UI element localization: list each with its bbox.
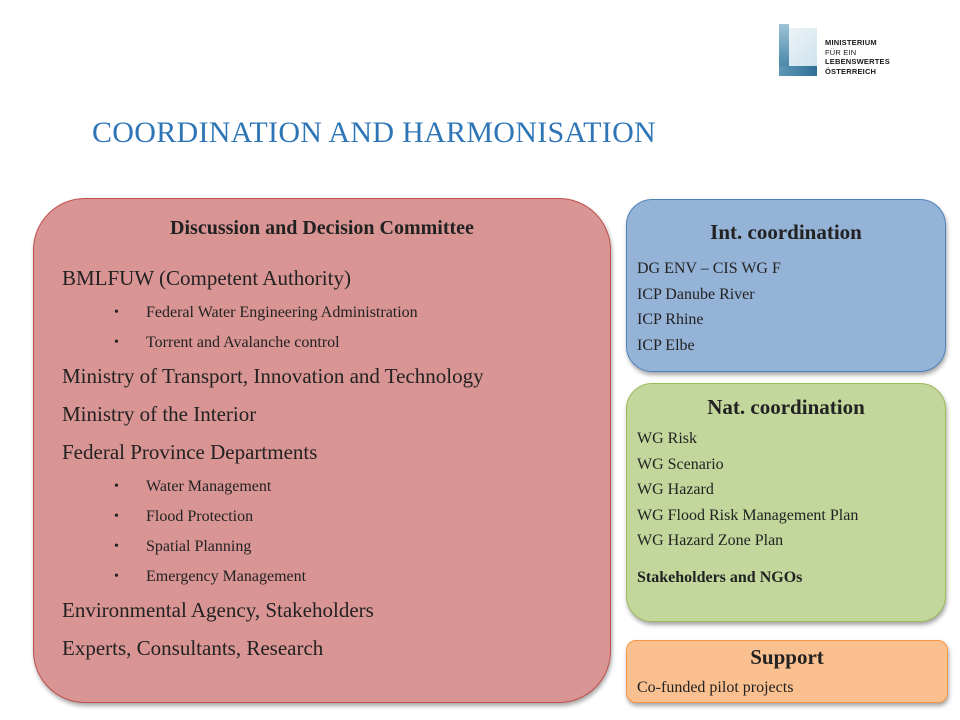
committee-item-text: Ministry of the Interior (62, 402, 257, 426)
committee-item-text: Water Management (146, 478, 272, 495)
committee-box (33, 198, 611, 703)
committee-sub-item (62, 535, 484, 565)
committee-item-text: Federal Province Departments (62, 440, 318, 464)
committee-heading: Discussion and Decision Committee (170, 217, 474, 239)
committee-member (62, 399, 484, 437)
committee-item-text: Emergency Management (146, 568, 307, 585)
nat-coordination-item: WG Flood Risk Management Plan (637, 506, 859, 524)
nat-coordination-item: WG Hazard (637, 481, 714, 498)
committee-item-text: BMLFUW (Competent Authority) (62, 266, 351, 290)
logo-line-3: LEBENSWERTES (825, 57, 890, 66)
nat-coordination-list (637, 426, 858, 554)
bullet-icon: • (114, 539, 119, 554)
int-coordination-item: ICP Elbe (637, 336, 695, 354)
committee-item-text: Experts, Consultants, Research (62, 636, 324, 660)
committee-item-text: Federal Water Engineering Administration (146, 304, 418, 321)
nat-coordination-box (626, 383, 946, 622)
bullet-icon: • (114, 305, 119, 320)
committee-item-text: Environmental Agency, Stakeholders (62, 598, 374, 622)
committee-item-text: Spatial Planning (146, 538, 252, 555)
committee-member (62, 361, 484, 399)
int-coordination-box (626, 199, 946, 372)
committee-item-text: Flood Protection (146, 508, 254, 525)
committee-member (62, 263, 484, 301)
bullet-icon: • (114, 509, 119, 524)
support-heading: Support (750, 645, 824, 669)
slide-title: COORDINATION AND HARMONISATION (92, 116, 656, 149)
logo-line-4: ÖSTERREICH (825, 66, 877, 76)
committee-member (62, 595, 484, 633)
committee-sub-item (62, 505, 484, 535)
support-list (637, 675, 793, 701)
logo-line-1: MINISTERIUM (825, 38, 877, 47)
bullet-icon: • (114, 335, 119, 350)
logo-line-2: FÜR EIN (825, 47, 857, 57)
bullet-icon: • (114, 569, 119, 584)
logo-wordmark (825, 38, 890, 76)
committee-item-text: Torrent and Avalanche control (146, 334, 340, 351)
committee-member (62, 437, 484, 475)
stakeholders-ngos-label: Stakeholders and NGOs (637, 569, 803, 586)
committee-sub-item (62, 301, 484, 331)
nat-coordination-item: WG Hazard Zone Plan (637, 532, 784, 549)
int-coordination-item: DG ENV – CIS WG F (637, 260, 781, 277)
bullet-icon: • (114, 479, 119, 494)
logo-l-mark-icon (779, 24, 817, 76)
int-coordination-item: ICP Rhine (637, 311, 704, 328)
nat-coordination-item: WG Scenario (637, 455, 724, 473)
committee-sub-item (62, 475, 484, 505)
committee-sub-item (62, 565, 484, 595)
int-coordination-heading: Int. coordination (710, 220, 862, 244)
committee-list (62, 263, 484, 671)
nat-coordination-heading: Nat. coordination (707, 395, 865, 419)
committee-member (62, 633, 484, 671)
ministry-logo (779, 24, 890, 76)
committee-item-text: Ministry of Transport, Innovation and Technology (62, 364, 484, 388)
nat-coordination-item: WG Risk (637, 430, 697, 447)
support-box (626, 640, 948, 703)
int-coordination-item: ICP Danube River (637, 285, 755, 303)
committee-sub-item (62, 331, 484, 361)
support-item: Co-funded pilot projects (637, 679, 794, 696)
int-coordination-list (637, 256, 781, 358)
